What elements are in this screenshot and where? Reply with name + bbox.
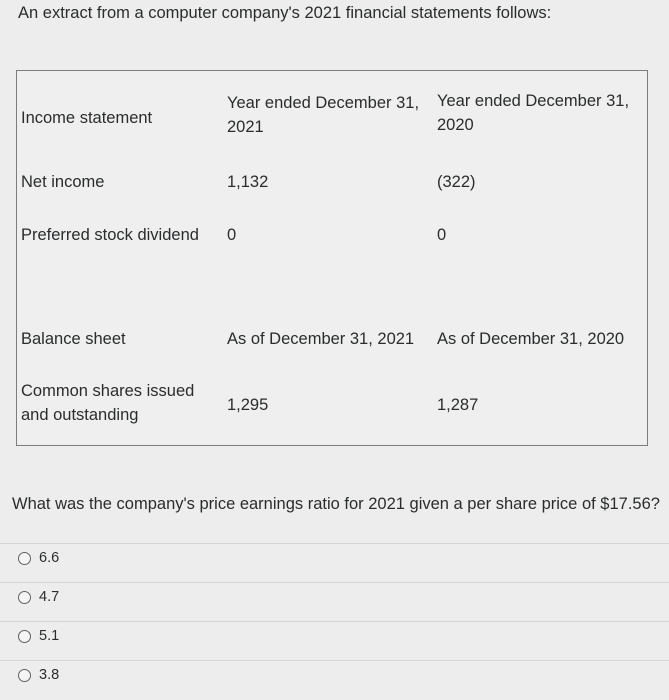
col-2021-header: Year ended December 31, 2021 <box>227 94 420 136</box>
radio-button[interactable] <box>18 630 31 643</box>
intro-text: An extract from a computer company's 2021 financial statements follows: <box>18 4 552 22</box>
preferred-dividend-2021: 0 <box>227 226 237 244</box>
radio-button[interactable] <box>18 591 31 604</box>
divider <box>0 621 669 622</box>
option-label: 4.7 <box>39 589 60 605</box>
income-statement-label: Income statement <box>21 109 153 127</box>
bs-2020-header: As of December 31, 2020 <box>437 330 625 348</box>
preferred-dividend-2020: 0 <box>437 226 447 244</box>
divider <box>0 660 669 661</box>
radio-button[interactable] <box>18 552 31 565</box>
common-shares-2021: 1,295 <box>227 396 269 414</box>
answer-option[interactable] <box>18 589 59 605</box>
net-income-2020: (322) <box>437 173 476 191</box>
preferred-dividend-label: Preferred stock dividend <box>21 226 199 244</box>
common-shares-label: Common shares issued and outstanding <box>21 382 195 424</box>
option-label: 3.8 <box>39 667 60 683</box>
bs-2021-header: As of December 31, 2021 <box>227 330 415 348</box>
option-label: 5.1 <box>39 628 60 644</box>
answer-option[interactable] <box>18 667 59 683</box>
answer-option[interactable] <box>18 550 59 566</box>
net-income-2021: 1,132 <box>227 173 269 191</box>
common-shares-2020: 1,287 <box>437 396 479 414</box>
balance-sheet-label: Balance sheet <box>21 330 126 348</box>
financial-table <box>16 70 648 446</box>
radio-button[interactable] <box>18 669 31 682</box>
divider <box>0 582 669 583</box>
col-2020-header: Year ended December 31, 2020 <box>437 92 630 134</box>
option-label: 6.6 <box>39 550 60 566</box>
net-income-label: Net income <box>21 173 105 191</box>
answer-option[interactable] <box>18 628 59 644</box>
divider <box>0 543 669 544</box>
question-text: What was the company's price earnings ratio for 2021 given a per share price of $17.56? <box>12 495 660 513</box>
